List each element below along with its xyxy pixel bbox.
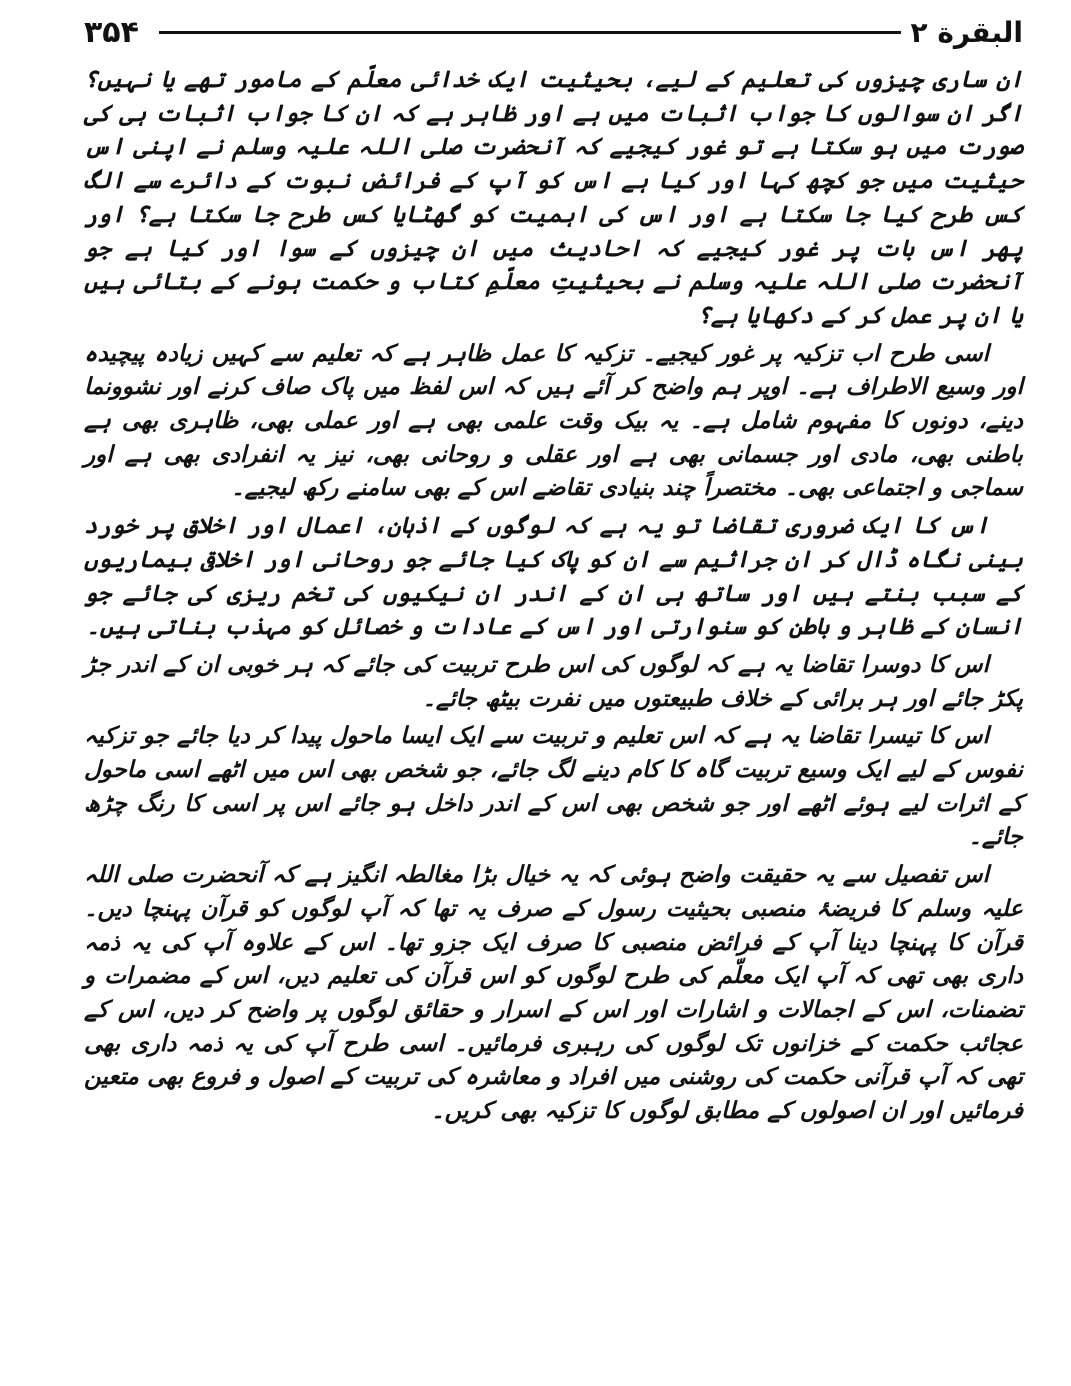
paragraph: اس تفصیل سے یہ حقیقت واضح ہوئی کہ یہ خیال بڑا مغالطہ انگیز ہے کہ آنحضرت صلی اللہ علیہ وسلم کا فریضۂ منصبی بحیثیت رسول کے صرف یہ تھا کہ آپ لوگوں کو قرآن پہنچا دیں۔ قرآن کا پہنچا دینا آپ کے فرائض منصبی کا صرف ایک جزو تھا۔ اس کے علاوہ آپ کی یہ ذمہ داری بھی تھی کہ آپ ایک معلّم کی طرح لوگوں کو اس قرآن کی تعلیم دیں، اس کے مضمرات و تضمنات، اس کے اجمالات و اشارات اور اس کے اسرار و حقائق لوگوں پر واضح کر دیں، اس کے عجائب حکمت کے خزانوں تک لوگوں کی رہبری فرمائیں۔ اسی طرح آپ کی یہ ذمہ داری بھی تھی کہ آپ قرآنی حکمت کی روشنی میں افراد و معاشرہ کی تربیت کے اصول و فروع بھی متعین فرمائیں اور ان اصولوں کے مطابق لوگوں کا تزکیہ بھی کریں۔ bbox=[84, 862, 1023, 1125]
header-rule bbox=[159, 31, 901, 34]
paragraph: اسی طرح اب تزکیہ پر غور کیجیے۔ تزکیہ کا عمل ظاہر ہے کہ تعلیم سے کہیں زیادہ پیچیدہ اور وسیع الاطراف ہے۔ اوپر ہم واضح کر آئے ہیں کہ اس لفظ میں پاک صاف کرنے اور نشوونما دینے، دونوں کا مفہوم شامل ہے۔ یہ بیک وقت علمی بھی ہے اور عملی بھی، ظاہری بھی ہے باطنی بھی، مادی اور جسمانی بھی ہے اور عقلی و روحانی بھی، نیز یہ انفرادی بھی ہے اور سماجی و اجتماعی بھی۔ مختصراً چند بنیادی تقاضے اس کے بھی سامنے رکھ لیجیے۔ bbox=[84, 340, 1023, 502]
paragraph: اس کا دوسرا تقاضا یہ ہے کہ لوگوں کی اس طرح تربیت کی جائے کہ ہر خوبی ان کے اندر جڑ پکڑ جائے اور ہر برائی کے خلاف طبیعتوں میں نفرت بیٹھ جائے۔ bbox=[84, 651, 1023, 712]
page-body bbox=[84, 64, 1023, 1129]
surah-title: البقرة ۲ bbox=[910, 15, 1023, 49]
paragraph: اس کا ایک ضروری تقاضا تو یہ ہے کہ لوگوں کے اذہان، اعمال اور اخلاق پر خورد بینی نگاہ ڈال کر ان جراثیم سے ان کو پاک کیا جائے جو روحانی اور اخلاقی بیماریوں کے سبب بنتے ہیں اور ساتھ ہی ان کے اندر ان نیکیوں کی تخم ریزی کی جائے جو انسان کے ظاہر و باطن کو سنوارتی اور اس کے عادات و خصائل کو مہذب بناتی ہیں۔ bbox=[84, 513, 1023, 641]
page-number: ۳۵۴ bbox=[84, 14, 139, 50]
paragraph: ان ساری چیزوں کی تعلیم کے لیے، بحیثیت ایک خدائی معلّم کے مامور تھے یا نہیں؟ اگر ان سوالوں کا جواب اثبات میں ہے اور ظاہر ہے کہ ان کا جواب اثبات ہی کی صورت میں ہو سکتا ہے تو غور کیجیے کہ آنحضرت صلی اللہ علیہ وسلم نے اپنی اس حیثیت میں جو کچھ کہا اور کیا ہے اس کو آپ کے فرائض نبوت کے دائرے سے الگ کس طرح کیا جا سکتا ہے اور اس کی اہمیت کو گھٹایا کس طرح جا سکتا ہے؟ اور پھر اس بات پر غور کیجیے کہ احادیث میں ان چیزوں کے سوا اور کیا ہے جو آنحضرت صلی اللہ علیہ وسلم نے بحیثیتِ معلّمِ کتاب و حکمت ہونے کے بتائی ہیں یا ان پر عمل کر کے دکھایا ہے؟ bbox=[84, 67, 1023, 329]
paragraph: اس کا تیسرا تقاضا یہ ہے کہ اس تعلیم و تربیت سے ایک ایسا ماحول پیدا کر دیا جائے جو تزکیہ نفوس کے لیے ایک وسیع تربیت گاہ کا کام دینے لگ جائے، جو شخص بھی اس میں اٹھے اسی ماحول کے اثرات لیے ہوئے اٹھے اور جو شخص بھی اس کے اندر داخل ہو جائے اس پر اسی کا رنگ چڑھ جائے۔ bbox=[84, 723, 1023, 851]
page-header bbox=[84, 6, 1023, 58]
